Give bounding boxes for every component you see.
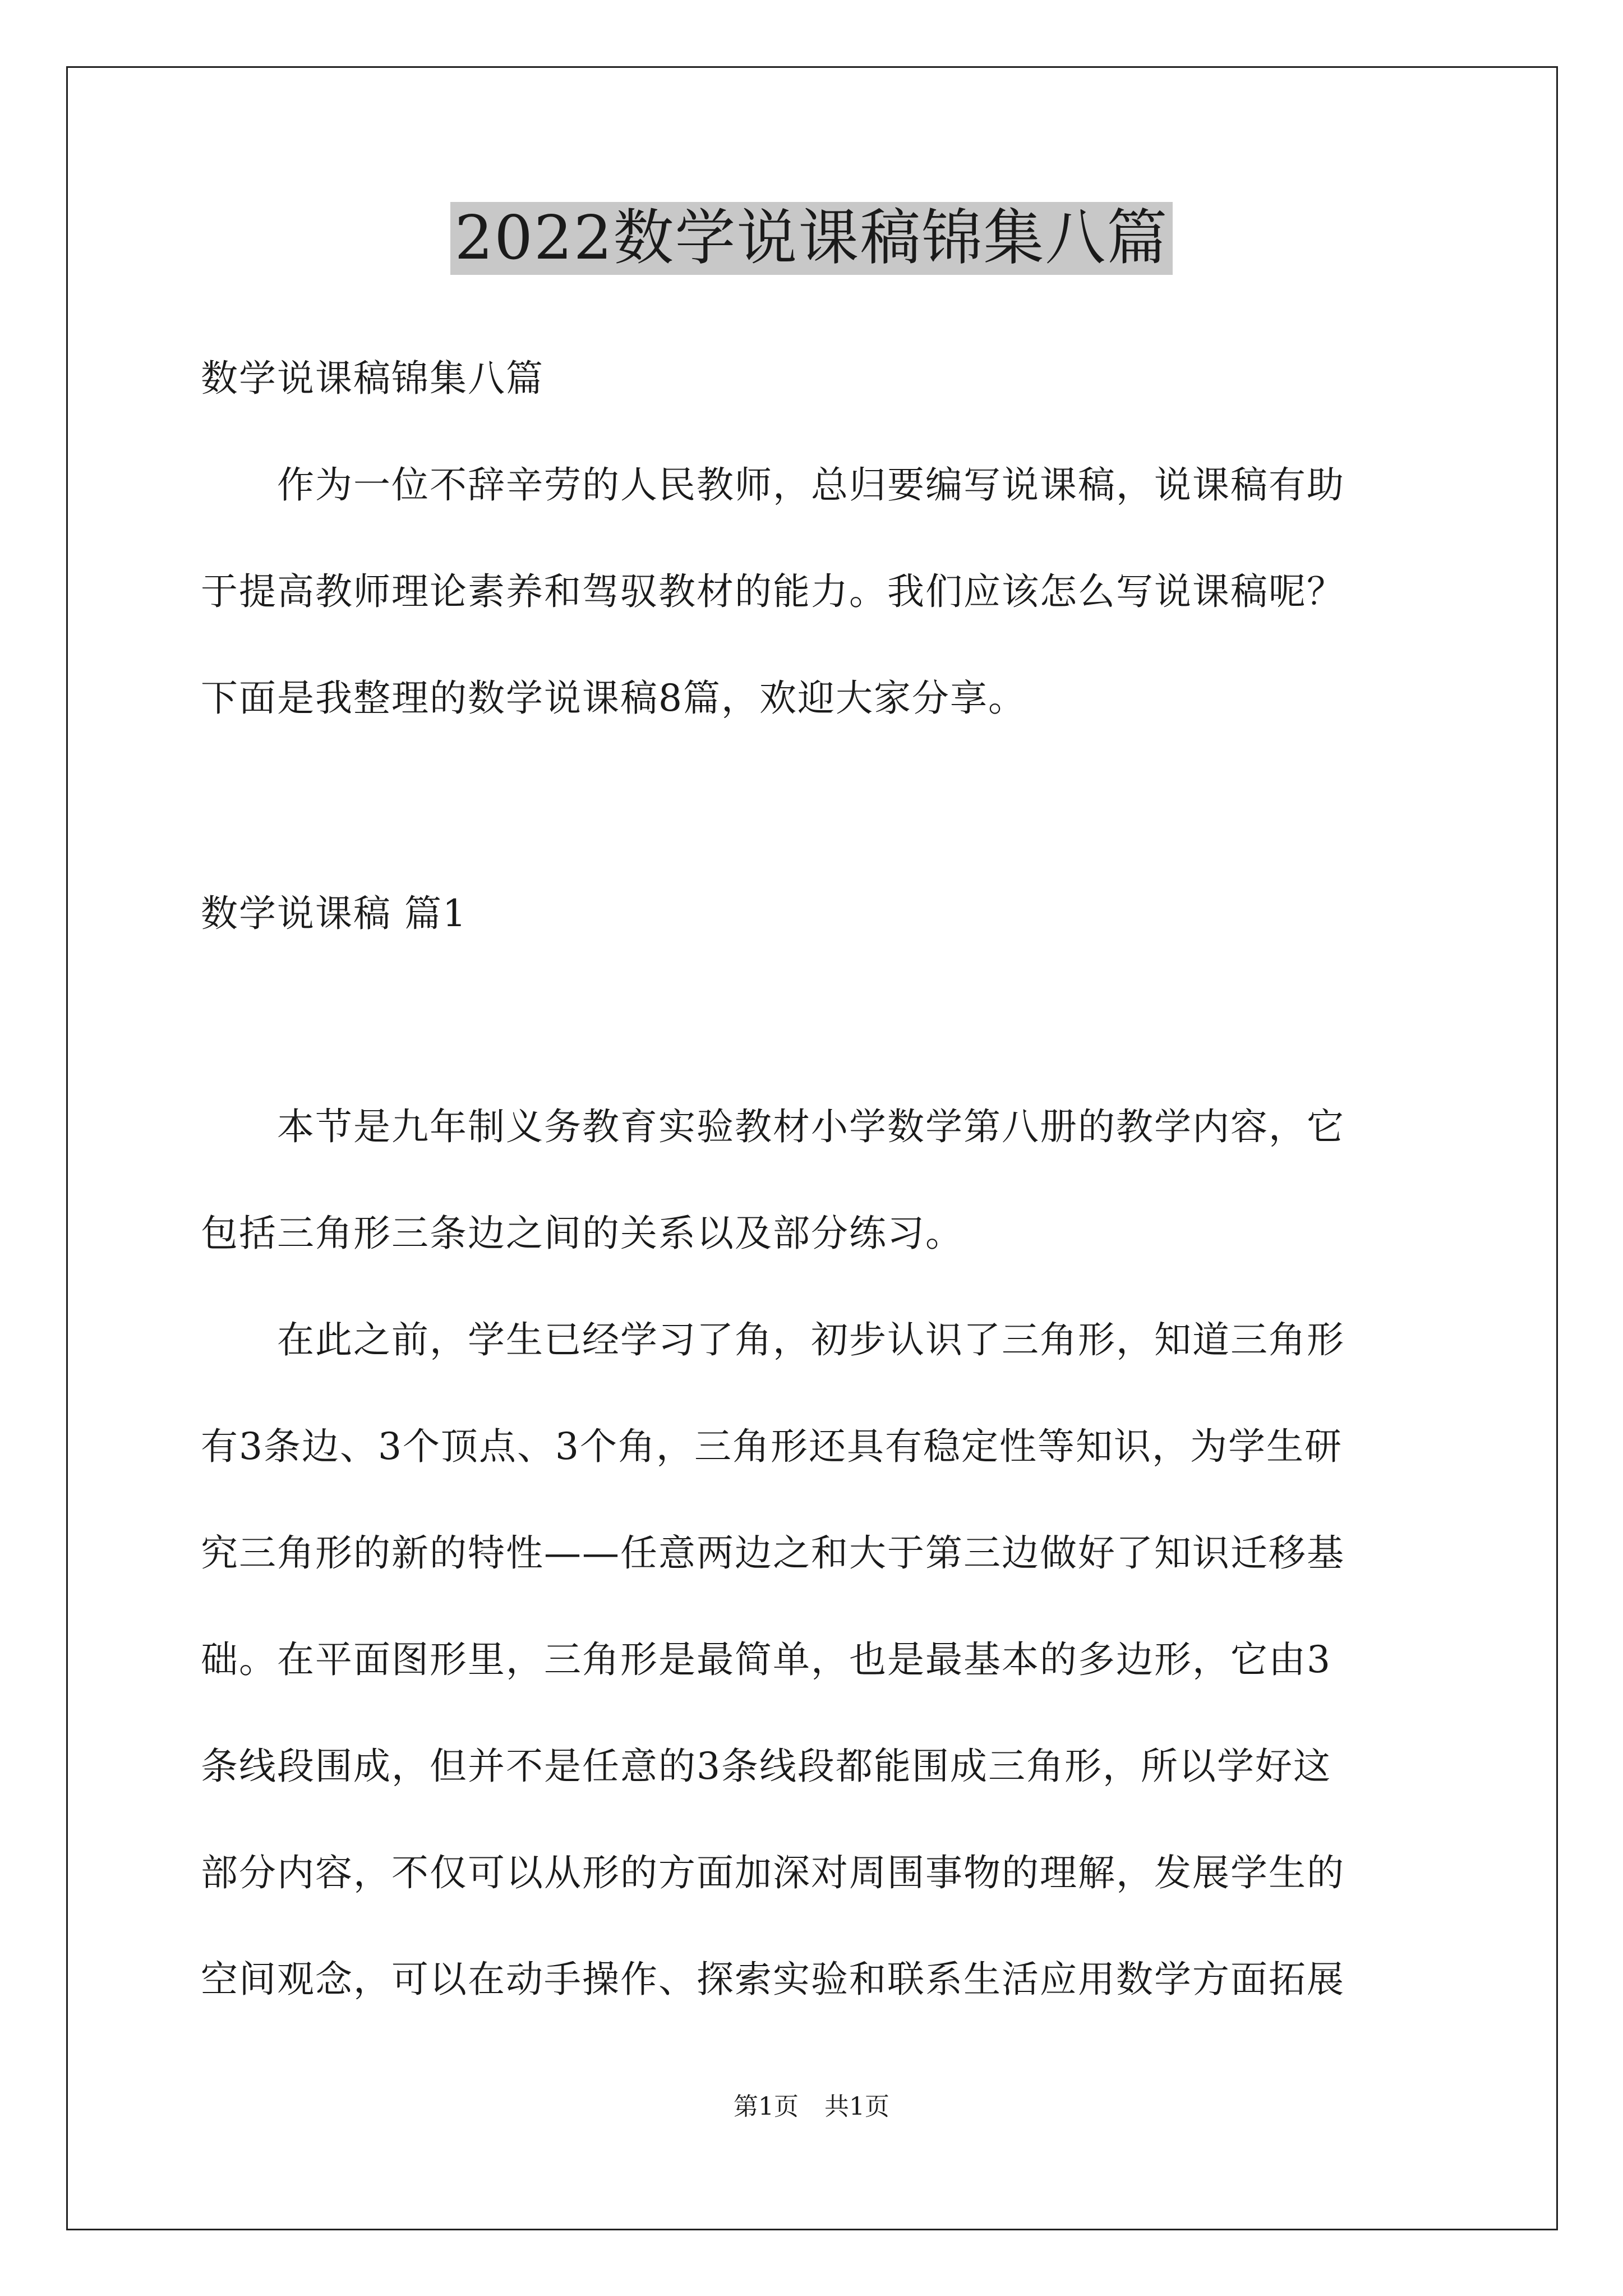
paragraph-line: 条线段围成，但并不是任意的3条线段都能围成三角形，所以学好这 xyxy=(201,1745,1331,1788)
paragraph-line: 有3条边、3个顶点、3个角，三角形还具有稳定性等知识，为学生研 xyxy=(201,1425,1343,1468)
document-title: 2022数学说课稿锦集八篇 xyxy=(450,202,1173,275)
page-number: 第1页 xyxy=(734,2092,799,2121)
paragraph-line: 包括三角形三条边之间的关系以及部分练习。 xyxy=(201,1212,963,1255)
page-total: 共1页 xyxy=(824,2092,889,2121)
paragraph-line: 础。在平面图形里，三角形是最简单，也是最基本的多边形，它由3 xyxy=(201,1638,1331,1681)
document-subtitle: 数学说课稿锦集八篇 xyxy=(201,357,544,400)
paragraph-line: 于提高教师理论素养和驾驭教材的能力。我们应该怎么写说课稿呢？ xyxy=(201,570,1345,613)
page-footer xyxy=(0,2091,1623,2123)
paragraph-line: 作为一位不辞辛劳的人民教师，总归要编写说课稿，说课稿有助 xyxy=(201,463,1345,507)
paragraph-line: 究三角形的新的特性——任意两边之和大于第三边做好了知识迁移基 xyxy=(201,1531,1345,1575)
paragraph-line: 空间观念，可以在动手操作、探索实验和联系生活应用数学方面拓展 xyxy=(201,1958,1345,2001)
paragraph-line: 下面是我整理的数学说课稿8篇，欢迎大家分享。 xyxy=(201,677,1026,720)
paragraph-line: 本节是九年制义务教育实验教材小学数学第八册的教学内容，它 xyxy=(201,1105,1345,1148)
paragraph-line: 在此之前，学生已经学习了角，初步认识了三角形，知道三角形 xyxy=(201,1318,1345,1361)
title-container xyxy=(0,202,1623,275)
section-heading: 数学说课稿 篇1 xyxy=(201,892,467,935)
paragraph-line: 部分内容，不仅可以从形的方面加深对周围事物的理解，发展学生的 xyxy=(201,1851,1345,1894)
